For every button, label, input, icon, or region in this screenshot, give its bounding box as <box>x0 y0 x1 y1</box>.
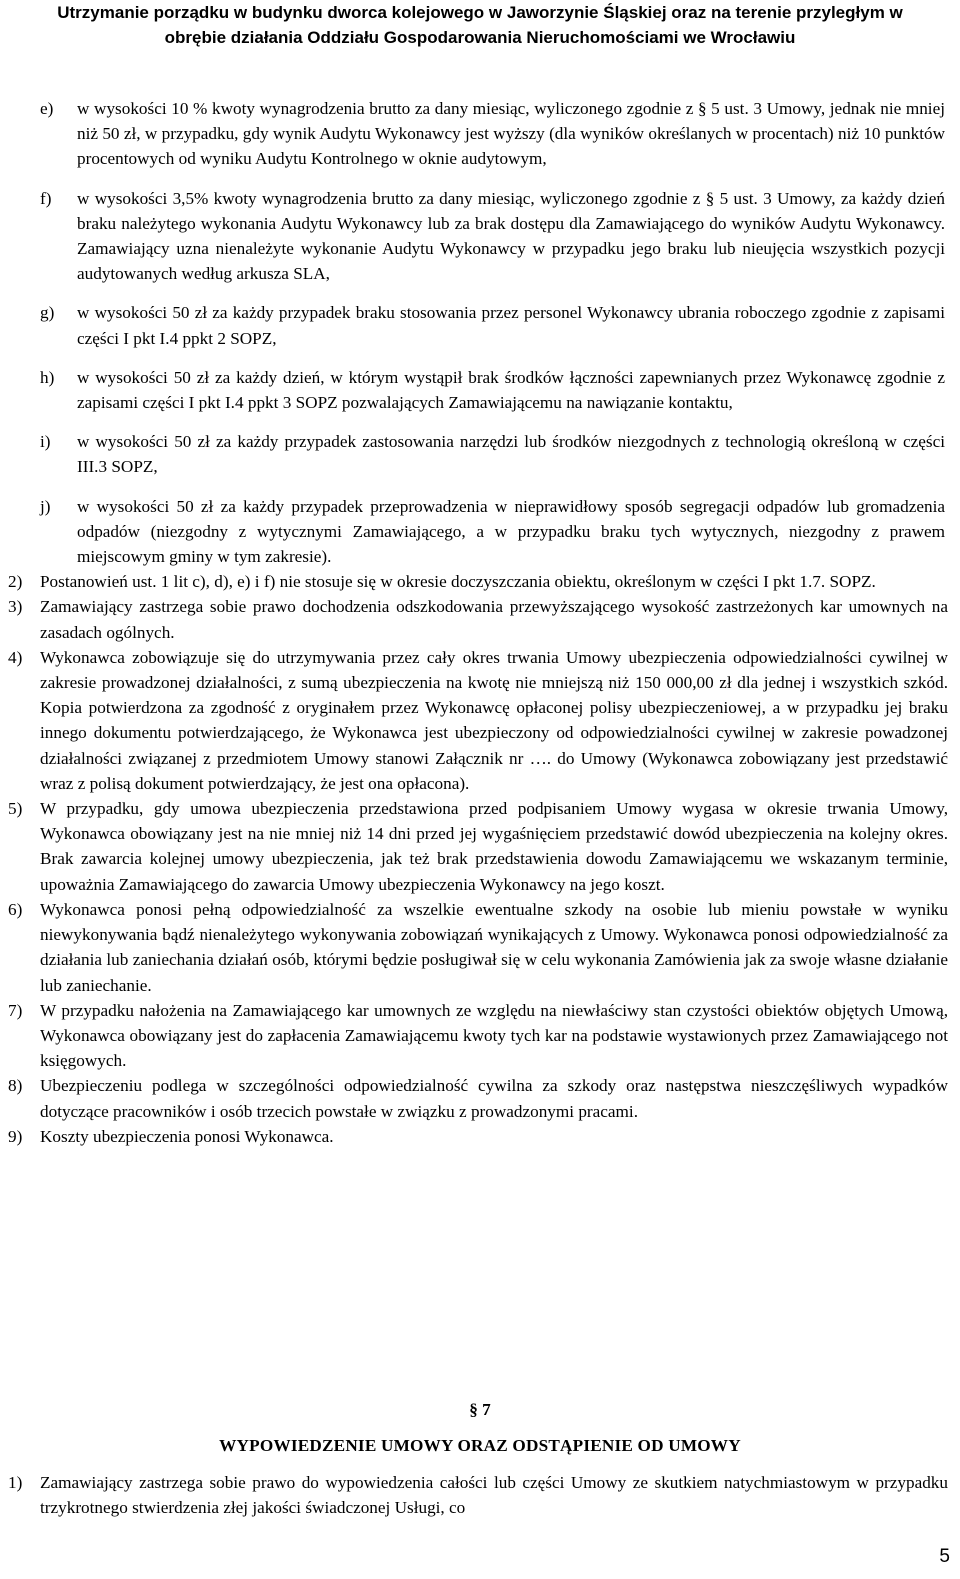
numbered-item-marker: 5) <box>8 799 23 819</box>
sub-item-i <box>0 429 960 479</box>
numbered-item-marker: 8) <box>8 1076 23 1096</box>
sub-item-text: w wysokości 50 zł za każdy dzień, w którym wystąpił brak środków łączności zapewnianych przez Wykonawcę zgodnie z zapisami części I pkt I.4 ppkt 3 SOPZ pozwalających Zamawiającemu na nawiązanie kontaktu, <box>77 367 945 413</box>
page-header <box>0 0 960 52</box>
page-number: 5 <box>939 1546 950 1567</box>
section-number: § 7 <box>469 1400 491 1419</box>
numbered-item-marker: 1) <box>8 1473 23 1492</box>
section-7-body <box>0 1470 960 1520</box>
sub-item-text: w wysokości 50 zł za każdy przypadek zastosowania narzędzi lub środków niezgodnych z technologią określoną w części III.3 SOPZ, <box>77 432 945 477</box>
numbered-item-text: Koszty ubezpieczenia ponosi Wykonawca. <box>40 1126 334 1146</box>
header-line-1: Utrzymanie porządku w budynku dworca kolejowego w Jaworzynie Śląskiej oraz na terenie przyległym w <box>57 3 903 22</box>
sub-item-e <box>0 96 960 172</box>
numbered-item-9 <box>0 1124 960 1149</box>
header-line-2: obrębie działania Oddziału Gospodarowania Nieruchomościami we Wrocławiu <box>164 28 796 47</box>
numbered-item-text: Ubezpieczeniu podlega w szczególności odpowiedzialność cywilna za szkody oraz następstwa nieszczęśliwych wypadków dotyczące pracowników i osób trzecich powstałe w związku z prowadzonymi pracami. <box>40 1076 948 1121</box>
numbered-item-3 <box>0 594 960 644</box>
numbered-item-text: W przypadku nałożenia na Zamawiającego kar umownych ze względu na niewłaściwy stan czystości obiektów objętych Umową, Wykonawca obowiązany jest do zapłacenia Zamawiającemu kwoty tych kar na podstawie wystawionych przez Zamawiającego not księgowych. <box>40 1000 948 1071</box>
sub-item-marker: f) <box>40 188 52 208</box>
numbered-item-text: Zamawiający zastrzega sobie prawo do wypowiedzenia całości lub części Umowy ze skutkiem natychmiastowym w przypadku trzykrotnego stwierdzenia złej jakości świadczonej Usługi, co <box>40 1473 948 1518</box>
numbered-item-4 <box>0 645 960 796</box>
numbered-item-text: Zamawiający zastrzega sobie prawo dochodzenia odszkodowania przewyższającego wysokość zastrzeżonych kar umownych na zasadach ogólnych. <box>40 597 948 642</box>
document-body <box>0 96 960 1149</box>
sub-item-marker: e) <box>40 99 54 118</box>
numbered-item-text: W przypadku, gdy umowa ubezpieczenia przedstawiona przed podpisaniem Umowy wygasa w okresie trwania Umowy, Wykonawca obowiązany jest na nie mniej niż 14 dni przed jej wygaśnięciem przedstawić dowód ubezpieczenia na kolejny okres. Brak zawarcia kolejnej umowy ubezpieczenia, jak też brak przedstawienia dowodu Zamawiającemu we wskazanym terminie, upoważnia Zamawiającego do zawarcia Umowy ubezpieczenia Wykonawcy na jego koszt. <box>40 799 948 894</box>
numbered-item-7 <box>0 998 960 1074</box>
numbered-item-8 <box>0 1073 960 1123</box>
sub-item-j <box>0 494 960 570</box>
sub-item-h <box>0 365 960 415</box>
numbered-item-2 <box>0 569 960 594</box>
sub-item-marker: h) <box>40 367 55 387</box>
numbered-item-text: Wykonawca zobowiązuje się do utrzymywania przez cały okres trwania Umowy ubezpieczenia odpowiedzialności cywilnej w zakresie prowadzonej działalności, z sumą ubezpieczenia na kwotę nie mniejszą niż 150 000,00 zł dla jednej i wszystkich szkód. Kopia potwierdzona za zgodność z oryginałem przez Wykonawcę opłaconej polisy ubezpieczeniowej, a w przypadku jej braku innego dokumentu potwierdzającego, że Wykonawca jest ubezpieczony od odpowiedzialności cywilnej w zakresie powadzonej działalności związanej z przedmiotem Umowy stanowi Załącznik nr …. do Umowy (Wykonawca zobowiązany jest przedstawić wraz z polisą dokument potwierdzający, że jest ona opłacona). <box>40 647 948 793</box>
section-title: WYPOWIEDZENIE UMOWY ORAZ ODSTĄPIENIE OD UMOWY <box>219 1436 741 1455</box>
sub-item-text: w wysokości 3,5% kwoty wynagrodzenia brutto za dany miesiąc, wyliczonego zgodnie z § 5 ust. 3 Umowy, za każdy dzień braku należytego wykonania Audytu Wykonawcy lub za brak dostępu dla Zamawiającego do wyników Audytu Wykonawcy. Zamawiający uzna nienależyte wykonanie Audytu Wykonawcy w przypadku jego braku lub nieujęcia wszystkich pozycji audytowanych według arkusza SLA, <box>77 188 945 284</box>
numbered-item-1 <box>0 1470 960 1520</box>
sub-item-text: w wysokości 50 zł za każdy przypadek braku stosowania przez personel Wykonawcy ubrania roboczego zgodnie z zapisami części I pkt I.4 ppkt 2 SOPZ, <box>77 303 945 348</box>
sub-item-marker: g) <box>40 303 55 323</box>
numbered-item-marker: 3) <box>8 597 23 617</box>
sub-item-marker: i) <box>40 432 51 452</box>
numbered-item-marker: 6) <box>8 899 23 919</box>
sub-item-text: w wysokości 50 zł za każdy przypadek przeprowadzenia w nieprawidłowy sposób segregacji odpadów lub gromadzenia odpadów (niezgodny z wytycznymi Zamawiającego, a w przypadku braku tych wytycznych, niezgodny z prawem miejscowym gminy w tym zakresie). <box>77 496 945 567</box>
sub-item-g <box>0 300 960 350</box>
numbered-item-marker: 9) <box>8 1126 23 1146</box>
numbered-item-marker: 4) <box>8 647 23 667</box>
numbered-item-marker: 2) <box>8 572 23 592</box>
numbered-item-text: Postanowień ust. 1 lit c), d), e) i f) nie stosuje się w okresie doczyszczania obiektu, określonym w części I pkt 1.7. SOPZ. <box>40 572 876 592</box>
numbered-item-6 <box>0 897 960 998</box>
numbered-item-5 <box>0 796 960 897</box>
sub-item-text: w wysokości 10 % kwoty wynagrodzenia brutto za dany miesiąc, wyliczonego zgodnie z § 5 ust. 3 Umowy, jednak nie mniej niż 50 zł, w przypadku, gdy wynik Audytu Wykonawcy jest wyższy (dla wyników określanych w procentach) niż 10 punktów procentowych od wyniku Audytu Kontrolnego w oknie audytowym, <box>77 99 945 169</box>
numbered-item-marker: 7) <box>8 1000 23 1020</box>
sub-item-marker: j) <box>40 496 51 516</box>
sub-item-f <box>0 186 960 287</box>
numbered-item-text: Wykonawca ponosi pełną odpowiedzialność za wszelkie ewentualne szkody na osobie lub mieniu powstałe w wyniku niewykonywania bądź nienależytego wykonywania zobowiązań wynikających z Umowy. Wykonawca ponosi odpowiedzialność za działania lub zaniechania działań osób, którymi będzie posługiwał się w celu wykonania Zamówienia jak za swoje własne działanie lub zaniechanie. <box>40 899 948 995</box>
